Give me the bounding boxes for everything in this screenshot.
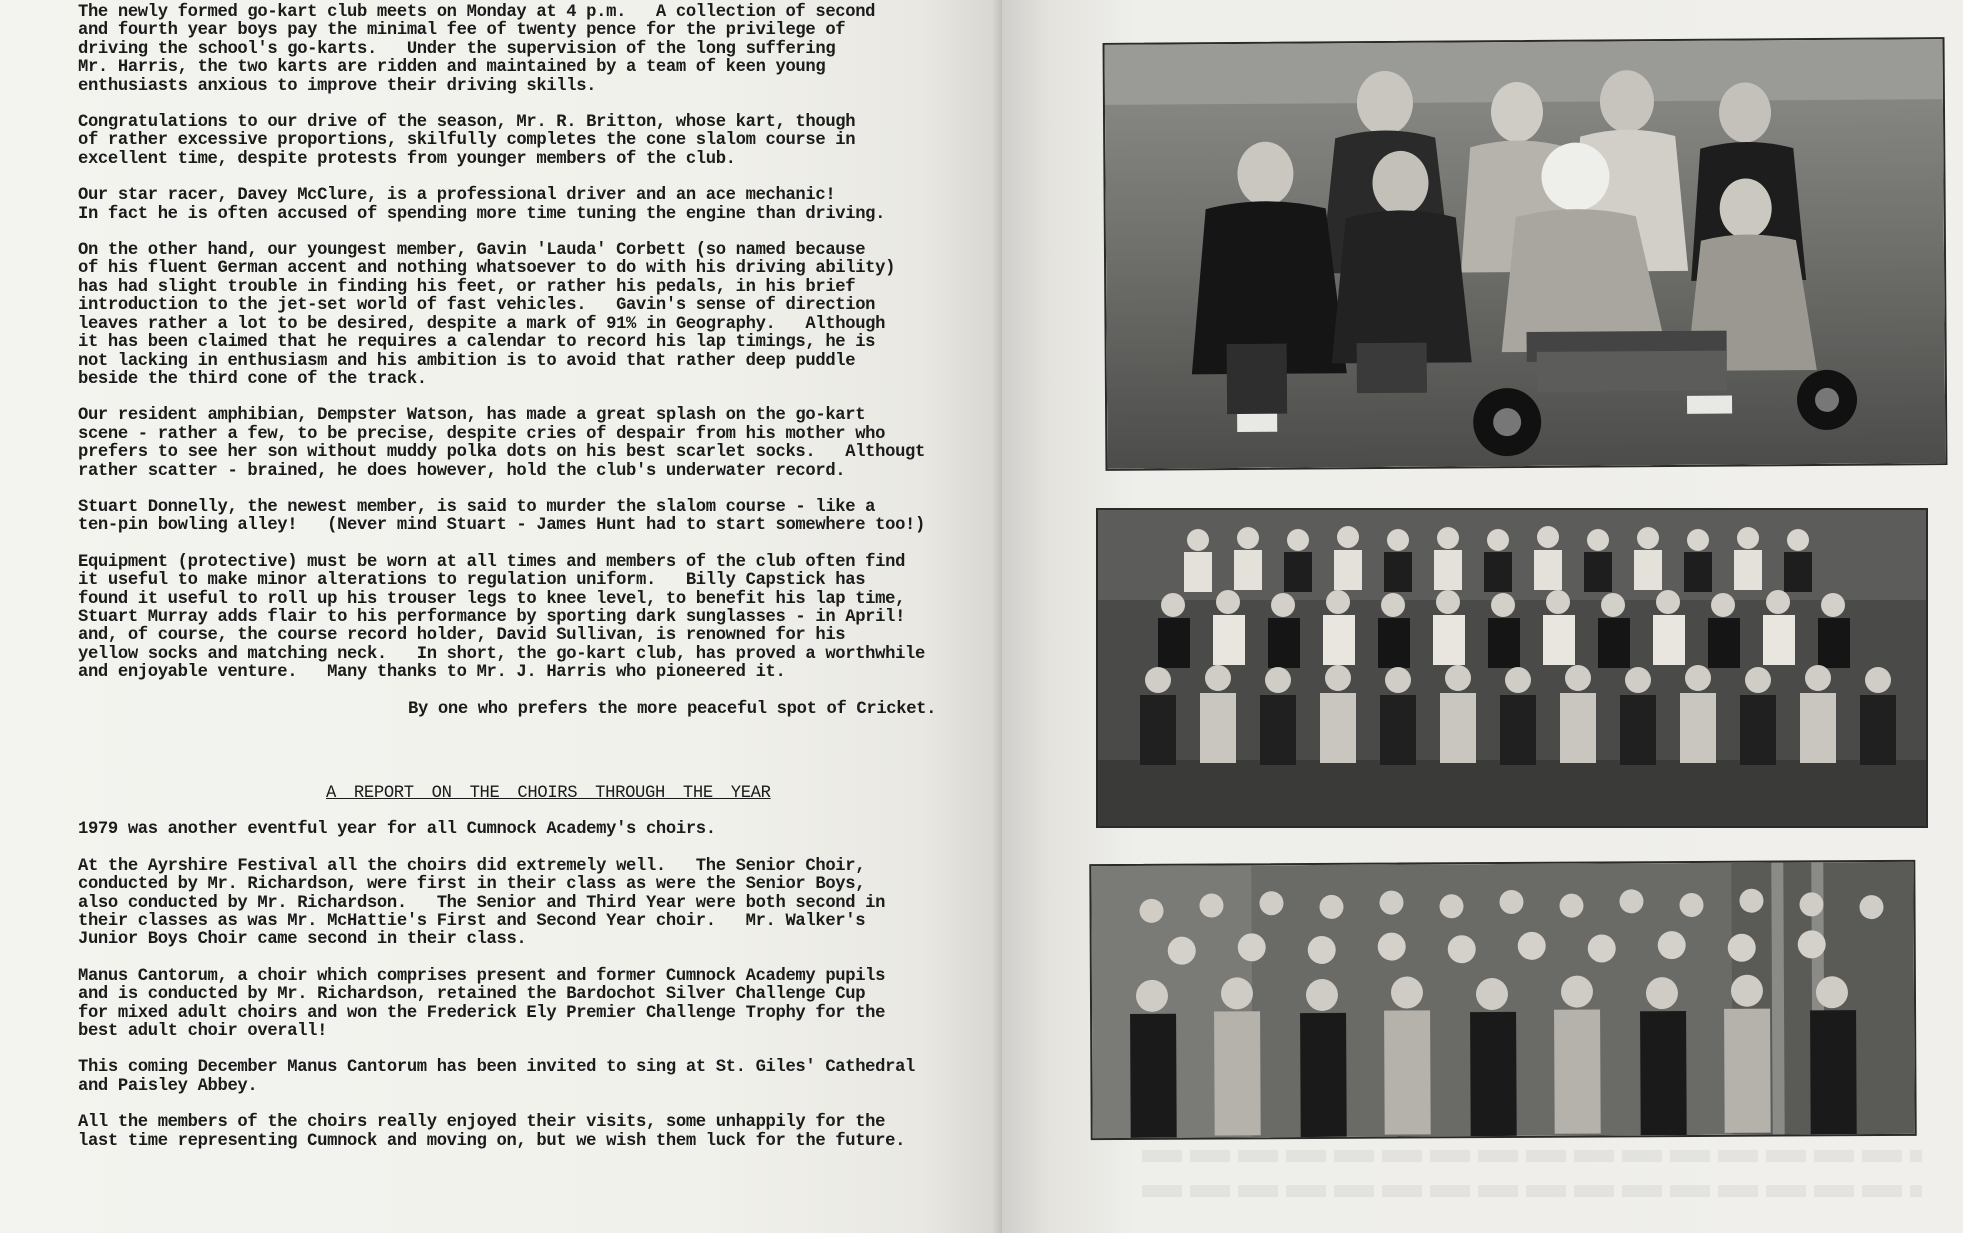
- gokart-signoff: By one who prefers the more peaceful spot of Cricket.: [408, 699, 937, 719]
- gokart-club-photo: [1103, 37, 1948, 471]
- choirs-paragraph-4: This coming December Manus Cantorum has been invited to sing at St. Giles' Cathedral and Paisley Abbey.: [78, 1058, 915, 1096]
- gokart-paragraph-5: Our resident amphibian, Dempster Watson, has made a great splash on the go-kart scene - rather a few, to be precise, despite cries of despair from his mother who prefers to see her son without muddy polka dots on his best scarlet socks. Althougt rather scatter - brained, he does however, hold the club's underwater record.: [78, 406, 925, 481]
- mixed-choir-photo-image: [1091, 862, 1914, 1138]
- gokart-paragraph-6: Stuart Donnelly, the newest member, is said to murder the slalom course - like a ten-pin bowling alley! (Never mind Stuart - James Hunt had to start somewhere too!): [78, 497, 925, 536]
- gokart-club-photo-image: [1105, 39, 1946, 469]
- gokart-paragraph-1: The newly formed go-kart club meets on Monday at 4 p.m. A collection of second and fourth year boys pay the minimal fee of twenty pence for the privilege of driving the school's go-karts. Under the supervision of the long suffering Mr. Harris, the two karts are ridden and maintained by a team of keen young enthusiasts anxious to improve their driving skills.: [78, 3, 876, 96]
- choirs-paragraph-3: Manus Cantorum, a choir which comprises present and former Cumnock Academy pupils and is conducted by Mr. Richardson, retained the Bardochot Silver Challenge Cup for mixed adult choirs and won the Frederick Ely Premier Challenge Trophy for the best adult choir overall!: [78, 966, 886, 1042]
- mixed-choir-photo: [1089, 860, 1916, 1140]
- girls-choir-photo: [1096, 508, 1928, 828]
- choirs-heading: A REPORT ON THE CHOIRS THROUGH THE YEAR: [326, 784, 771, 803]
- choirs-paragraph-1: 1979 was another eventful year for all Cumnock Academy's choirs.: [78, 820, 716, 840]
- gokart-paragraph-3: Our star racer, Davey McClure, is a professional driver and an ace mechanic! In fact he is often accused of spending more time tuning the engine than driving.: [78, 186, 886, 224]
- gokart-article: [78, 4, 1002, 719]
- show-through-text: [1142, 1185, 1922, 1197]
- choirs-paragraph-5: All the members of the choirs really enjoyed their visits, some unhappily for the last time representing Cumnock and moving on, but we wish them luck for the future.: [78, 1113, 906, 1151]
- gokart-paragraph-4: On the other hand, our youngest member, Gavin 'Lauda' Corbett (so named because of his fluent German accent and nothing whatsoever to do with his driving ability) has had slight trouble in finding his feet, or rather his pedals, in his brief introduction to the jet-set world of fast vehicles. Gavin's sense of direction leaves rather a lot to be desired, despite a mark of 91% in Geography. Although it has been claimed that he requires a calendar to record his lap timings, he is not lacking in enthusiasm and his ambition is to avoid that rather deep puddle beside the third cone of the track.: [78, 241, 896, 389]
- gokart-paragraph-7: Equipment (protective) must be worn at all times and members of the club often find it useful to make minor alterations to regulation uniform. Billy Capstick has found it useful to roll up his trouser legs to knee level, to benefit his lap time, Stuart Murray adds flair to his performance by sporting dark sunglasses - in April! and, of course, the course record holder, David Sullivan, is renowned for his yellow socks and matching neck. In short, the go-kart club, has proved a worthwhile and enjoyable venture. Many thanks to Mr. J. Harris who pioneered it.: [78, 552, 925, 683]
- girls-choir-photo-image: [1098, 510, 1926, 826]
- right-page: [1002, 0, 1963, 1233]
- gokart-paragraph-2: Congratulations to our drive of the season, Mr. R. Britton, whose kart, though of rather excessive proportions, skilfully completes the cone slalom course in excellent time, despite protests from younger members of the club.: [78, 113, 856, 169]
- choirs-article: [78, 785, 1002, 1151]
- choirs-paragraph-2: At the Ayrshire Festival all the choirs did extremely well. The Senior Choir, conducted by Mr. Richardson, were first in their class as were the Senior Boys, also conducted by Mr. Richardson. The Senior and Third Year were both second in their classes as was Mr. McHattie's First and Second Year choir. Mr. Walker's Junior Boys Choir came second in their class.: [78, 856, 886, 950]
- show-through-text: [1142, 1150, 1922, 1162]
- left-page-text: [78, 4, 1002, 1169]
